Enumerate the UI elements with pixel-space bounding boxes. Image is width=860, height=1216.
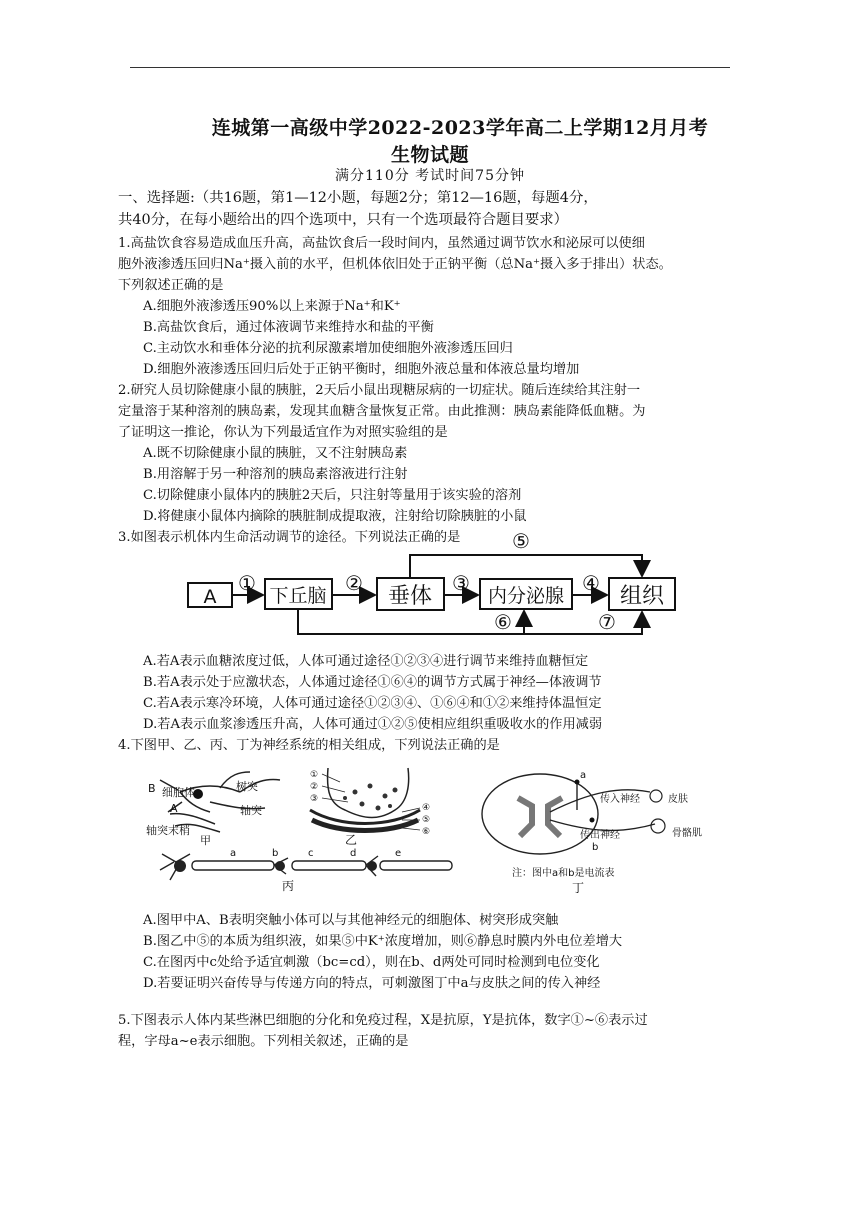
q4-option-c: C.在图丙中c处给予适宜刺激（bc=cd），则在b、d两处可同时检测到电位变化 [143,955,600,970]
fig-ding-afferent: 传入神经 [600,794,640,805]
q3-option-c: C.若A表示寒冷环境，人体可通过途径①②③④、①⑥④和①②来维持体温恒定 [143,696,602,711]
fig-jia-dendrite: 树突 [236,780,258,793]
q2-stem: 2.研究人员切除健康小鼠的胰脏，2天后小鼠出现糖尿病的一切症状。随后连续给其注射一 [118,383,641,398]
q4-neuron-figures [140,762,740,902]
fig-yi-6: ⑥ [422,827,431,837]
fig-bing-a: a [230,848,237,859]
fig-yi-2: ② [310,782,319,792]
section-heading-cont: 共40分，在每小题给出的四个选项中，只有一个选项最符合题目要求） [118,212,569,228]
q3-option-d: D.若A表示血浆渗透压升高，人体可通过①②⑤使相应组织重吸收水的作用减弱 [143,717,603,732]
q1-stem: 胞外液渗透压回归Na⁺摄入前的水平，但机体依旧处于正钠平衡（总Na⁺摄入多于排出）状态。 [118,257,672,272]
q2-option-d: D.将健康小鼠体内摘除的胰脏制成提取液，注射给切除胰脏的小鼠 [143,509,527,524]
q1-stem: 下列叙述正确的是 [118,278,224,293]
fig-ding-skin: 皮肤 [668,794,688,805]
q3-option-a: A.若A表示血糖浓度过低，人体可通过途径①②③④进行调节来维持血糖恒定 [143,654,589,669]
vesicles [343,784,398,811]
fig-yi-4: ④ [422,803,431,813]
q4-option-d: D.若要证明兴奋传导与传递方向的特点，可刺激图丁中a与皮肤之间的传入神经 [143,976,601,991]
section-heading: 一、选择题:（共16题，第1—12小题，每题2分；第12—16题，每题4分， [118,190,598,206]
fig-ding [482,774,655,854]
q4-stem: 4.下图甲、乙、丙、丁为神经系统的相关组成，下列说法正确的是 [118,738,500,753]
q3-option-b: B.若A表示处于应激状态，人体通过途径①⑥④的调节方式属于神经—体液调节 [143,675,602,690]
q3-regulation-diagram [180,528,700,646]
exam-title: 连城第一高级中学2022-2023学年高二上学期12月月考 [211,117,709,139]
subject-title: 生物试题 [390,144,469,166]
fig-bing-name: 丙 [282,879,295,893]
q2-option-a: A.既不切除健康小鼠的胰脏，又不注射胰岛素 [143,446,408,461]
fig-ding-a: a [580,770,587,781]
q2-stem: 了证明这一推论，你认为下列最适宜作为对照实验组的是 [118,425,448,440]
q1-option-d: D.细胞外液渗透压回归后处于正钠平衡时，细胞外液总量和体液总量均增加 [143,362,580,377]
exam-info: 满分110分 考试时间75分钟 [335,168,525,184]
fig-yi-name: 乙 [345,833,358,847]
fig-ding-note: 注：图中a和b是电流表 [512,868,615,879]
q2-option-c: C.切除健康小鼠体内的胰脏2天后，只注射等量用于该实验的溶剂 [143,488,522,503]
fig-bing [160,854,452,880]
q1-option-c: C.主动饮水和垂体分泌的抗利尿激素增加使细胞外液渗透压回归 [143,341,513,356]
fig-bing-c: c [308,848,314,859]
fig-jia-cell-body: 细胞体 [162,786,195,799]
fig-jia-a: A [170,802,178,815]
skin-icon [650,790,665,833]
label-tissue: 组织 [619,584,665,609]
q1-option-a: A.细胞外液渗透压90%以上来源于Na⁺和K⁺ [143,299,401,314]
path-2: ② [345,571,363,595]
label-pituitary: 垂体 [387,584,433,609]
label-a: A [203,586,217,608]
fig-ding-efferent: 传出神经 [580,830,620,841]
fig-yi [310,768,420,831]
fig-jia-axon-terminal: 轴突末梢 [146,824,190,837]
q1-stem: 1.高盐饮食容易造成血压升高，高盐饮食后一段时间内，虽然通过调节饮水和泌尿可以使细 [118,236,645,251]
q4-option-a: A.图甲中A、B表明突触小体可以与其他神经元的细胞体、树突形成突触 [143,913,559,928]
fig-yi-1: ① [310,770,319,780]
label-hypothalamus: 下丘脑 [269,585,327,607]
fig-jia-b: B [148,782,156,795]
path-7: ⑦ [598,610,616,634]
label-endocrine: 内分泌腺 [487,585,565,607]
fig-yi-3: ③ [310,794,319,804]
path-6: ⑥ [494,610,512,634]
q2-stem: 定量溶于某种溶剂的胰岛素，发现其血糖含量恢复正常。由此推测：胰岛素能降低血糖。为 [118,404,646,419]
fig-ding-muscle: 骨骼肌 [672,828,702,839]
fig-jia-name: 甲 [200,834,211,847]
path-3: ③ [452,571,470,595]
fig-yi-5: ⑤ [422,815,431,825]
q1-option-b: B.高盐饮食后，通过体液调节来维持水和盐的平衡 [143,320,434,335]
path-1: ① [238,571,256,595]
header-rule [130,67,730,68]
fig-bing-b: b [272,848,279,859]
q3-stem: 3.如图表示机体内生命活动调节的途径。下列说法正确的是 [118,530,461,545]
q2-option-b: B.用溶解于另一种溶剂的胰岛素溶液进行注射 [143,467,408,482]
q4-option-b: B.图乙中⑤的本质为组织液，如果⑤中K⁺浓度增加，则⑥静息时膜内外电位差增大 [143,934,623,949]
fig-bing-e: e [395,848,402,859]
q5-stem: 程，字母a~e表示细胞。下列相关叙述，正确的是 [118,1034,409,1049]
fig-jia-axon: 轴突 [240,804,262,817]
fig-ding-name: 丁 [572,881,585,895]
fig-bing-d: d [350,848,357,859]
fig-jia [160,772,280,832]
q5-stem: 5.下图表示人体内某些淋巴细胞的分化和免疫过程，X是抗原，Y是抗体，数字①~⑥表示过 [118,1013,648,1028]
fig-ding-b: b [592,842,599,853]
path-5: ⑤ [512,529,530,553]
path-4: ④ [582,571,600,595]
